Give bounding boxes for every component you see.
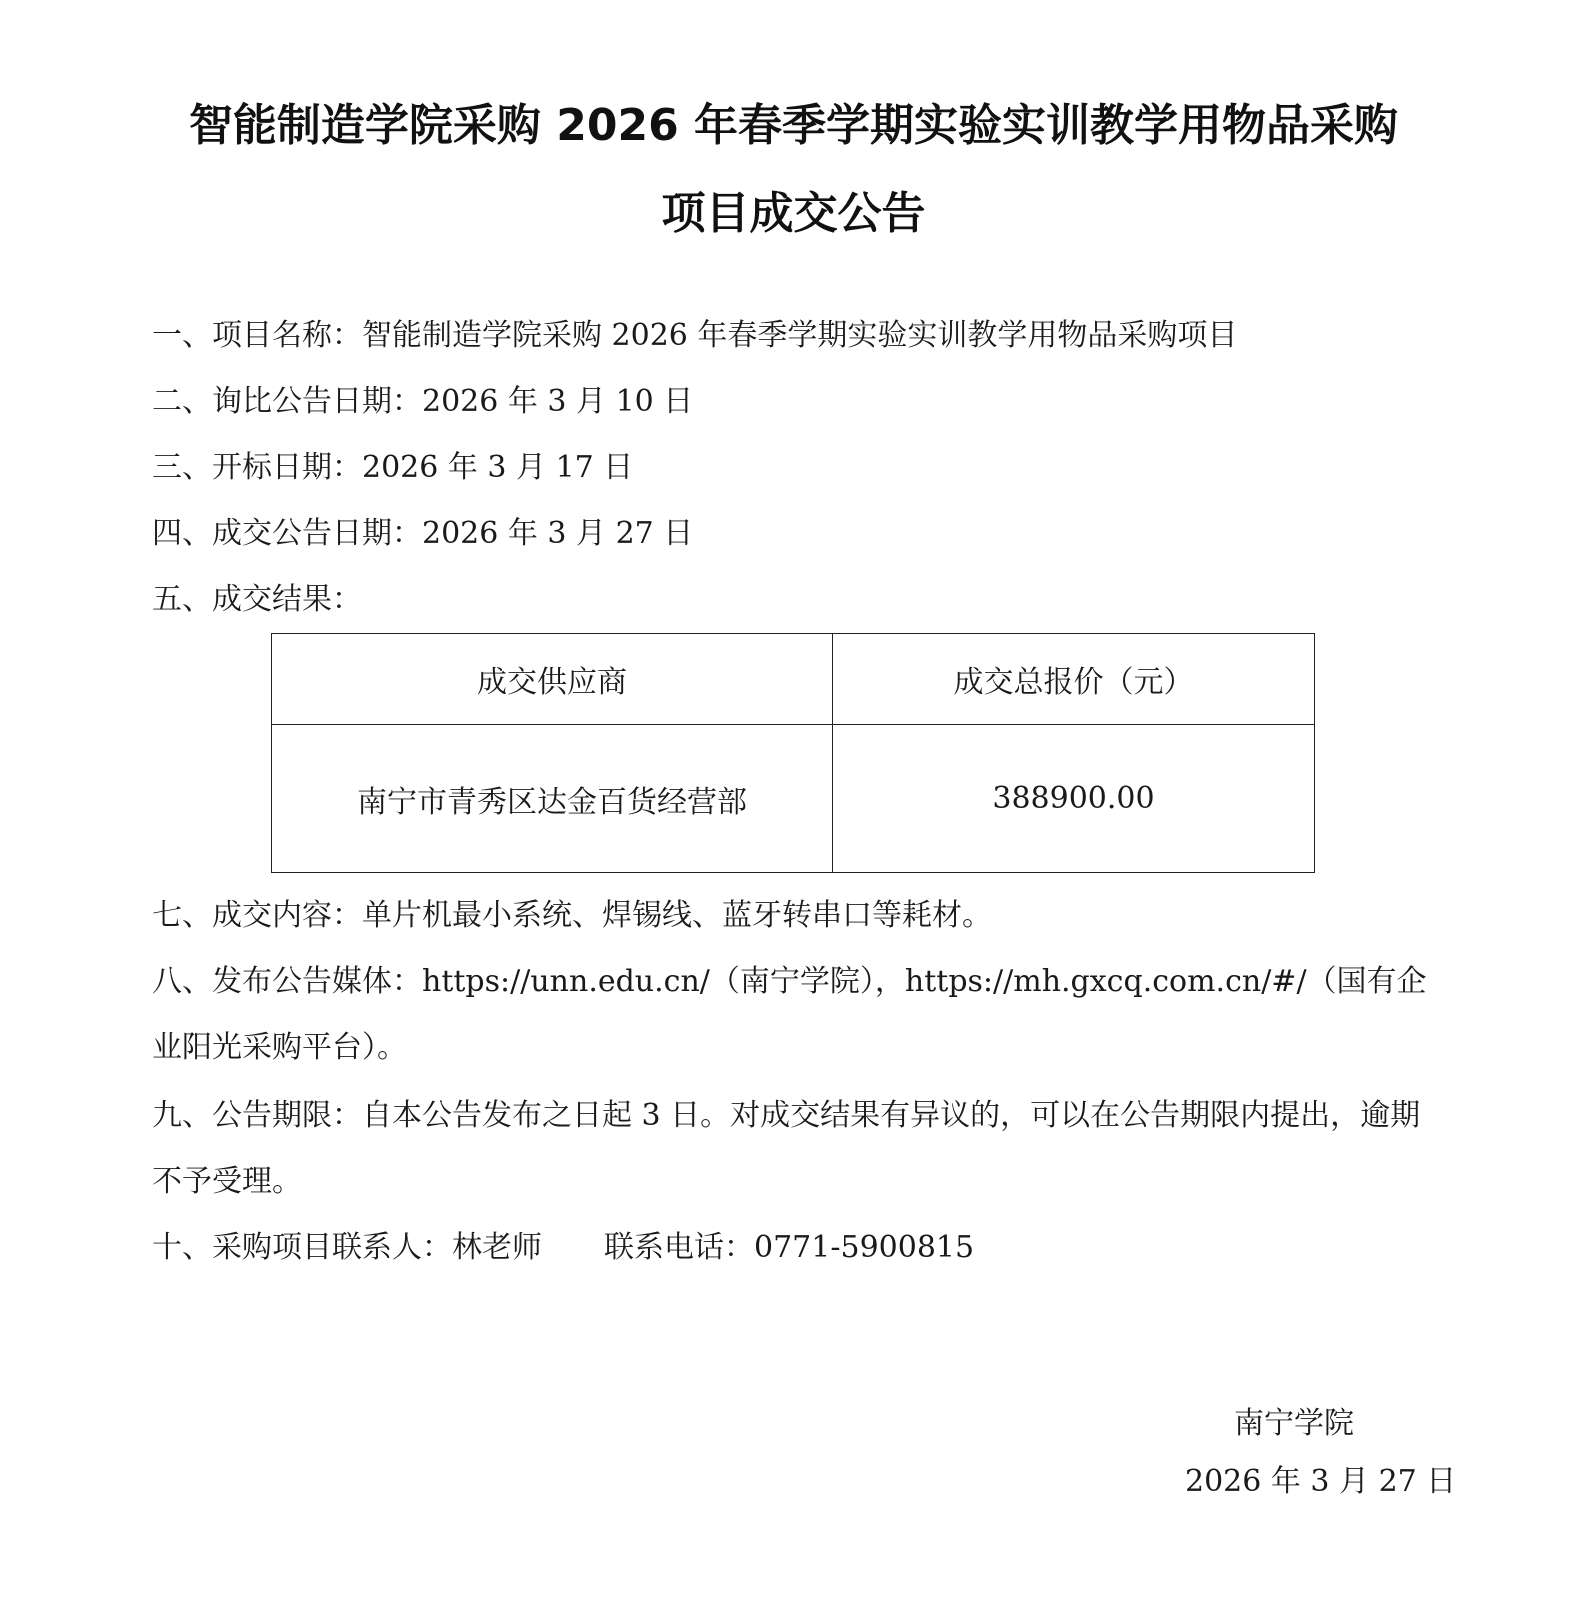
cell-total-price: 388900.00 bbox=[833, 725, 1315, 873]
document-title bbox=[100, 82, 1487, 258]
award-date-line: 四、成交公告日期：2026 年 3 月 27 日 bbox=[152, 516, 694, 551]
header-supplier: 成交供应商 bbox=[272, 634, 833, 725]
contact-person: 十、采购项目联系人：林老师 bbox=[152, 1230, 542, 1265]
cell-supplier: 南宁市青秀区达金百货经营部 bbox=[272, 725, 833, 873]
result-heading: 五、成交结果： bbox=[152, 582, 362, 617]
table-header-row bbox=[272, 634, 1315, 725]
inquiry-date-line: 二、询比公告日期：2026 年 3 月 10 日 bbox=[152, 384, 694, 419]
result-table bbox=[271, 633, 1315, 873]
signature-date: 2026 年 3 月 27 日 bbox=[1185, 1464, 1457, 1499]
header-total-price: 成交总报价（元） bbox=[833, 634, 1315, 725]
opening-date-line: 三、开标日期：2026 年 3 月 17 日 bbox=[152, 450, 634, 485]
media-line: 八、发布公告媒体：https://unn.edu.cn/（南宁学院），https://mh.gxcq.com.cn/#/（国有企业阳光采购平台）。 bbox=[152, 964, 1427, 1065]
project-name-line: 一、项目名称：智能制造学院采购 2026 年春季学期实验实训教学用物品采购项目 bbox=[152, 318, 1238, 353]
period-line: 九、公告期限：自本公告发布之日起 3 日。对成交结果有异议的，可以在公告期限内提出，逾期不予受理。 bbox=[152, 1098, 1421, 1199]
title-line-2: 项目成交公告 bbox=[661, 188, 926, 239]
title-line-1: 智能制造学院采购 2026 年春季学期实验实训教学用物品采购 bbox=[188, 100, 1399, 151]
contact-phone: 联系电话：0771-5900815 bbox=[604, 1230, 975, 1265]
table-row bbox=[272, 725, 1315, 873]
contact-line bbox=[152, 1228, 974, 1268]
signature-org: 南宁学院 bbox=[1234, 1406, 1354, 1441]
content-line: 七、成交内容：单片机最小系统、焊锡线、蓝牙转串口等耗材。 bbox=[152, 898, 992, 933]
